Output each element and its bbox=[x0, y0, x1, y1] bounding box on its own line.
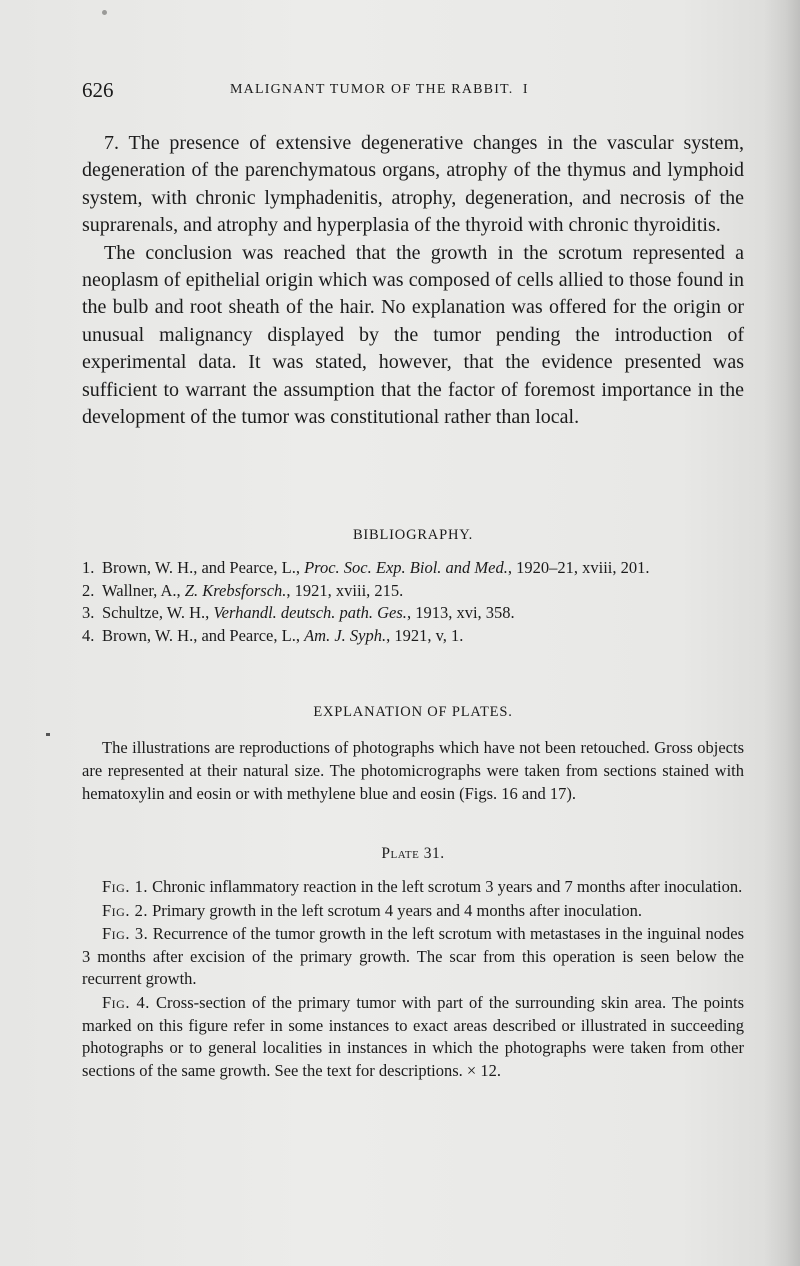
entry-details: , 1913, xvi, 358. bbox=[406, 603, 515, 622]
bibliography-entry bbox=[82, 625, 744, 648]
figure-captions bbox=[82, 876, 744, 1083]
explanation-text: The illustrations are reproductions of photographs which have not been retouched. Gross objects are represented at their natural size. The photomicrographs were taken from sections stained with hematoxylin and eosin or with methylene blue and eosin (Figs. 16 and 17). bbox=[82, 738, 744, 803]
plate-heading: Plate 31. bbox=[381, 845, 445, 862]
entry-details: , 1920–21, xviii, 201. bbox=[507, 558, 650, 577]
paragraph-conclusion: The conclusion was reached that the growth in the scrotum represented a neoplasm of epithelial origin which was composed of cells allied to those found in the bulb and root sheath of the hair. No explanation was offered for the origin or unusual malignancy displayed by the tumor pending the introduction of experimental data. It was stated, however, that the evidence presented was sufficient to warrant the assumption that the factor of foremost importance in the development of the tumor was constitutional rather than local. bbox=[82, 241, 744, 429]
figure-label: Fig. 1. bbox=[102, 877, 148, 896]
figure-text: Primary growth in the left scrotum 4 years and 4 months after inoculation. bbox=[147, 900, 642, 920]
bibliography-entry bbox=[82, 602, 744, 625]
margin-mark bbox=[46, 733, 50, 736]
figure-caption bbox=[82, 900, 744, 923]
entry-details: , 1921, v, 1. bbox=[386, 625, 464, 645]
figure-text: Chronic inflammatory reaction in the left scrotum 3 years and 7 months after inoculation. bbox=[147, 877, 743, 896]
figure-label: Fig. 2. bbox=[102, 900, 148, 920]
entry-journal: Proc. Soc. Exp. Biol. and Med. bbox=[304, 558, 508, 577]
entry-journal: Verhandl. deutsch. path. Ges. bbox=[213, 603, 407, 622]
bibliography-heading: BIBLIOGRAPHY. bbox=[352, 527, 474, 543]
entry-authors: Brown, W. H., and Pearce, L., bbox=[102, 558, 305, 577]
figure-text: Recurrence of the tumor growth in the left scrotum with metastases in the inguinal nodes 3 months after excision of the primary growth. The scar from this operation is seen below the recurrent growth. bbox=[82, 924, 745, 989]
explanation-heading: EXPLANATION OF PLATES. bbox=[313, 704, 513, 720]
entry-authors: Wallner, A., bbox=[102, 580, 185, 600]
entry-journal: Am. J. Syph. bbox=[304, 625, 387, 645]
figure-label: Fig. 4. bbox=[102, 992, 150, 1012]
entry-number: 2. bbox=[82, 580, 95, 600]
paragraph-point-7: 7. The presence of extensive degenerative changes in the vascular system, degeneration of the parenchymatous organs, atrophy of the thymus and lymphoid system, with chronic lymphadenitis, atrophy, degeneration, and necrosis of the suprarenals, and atrophy and hyperplasia of the thyroid with chronic thyroiditis. bbox=[82, 132, 744, 237]
figure-text: Cross-section of the primary tumor with part of the surrounding skin area. The points marked on this figure refer in some instances to exact areas described or illustrated in succeeding photographs or to general localities in instances in which the photographs were taken from other sections of the same growth. See the text for descriptions. × 12. bbox=[82, 992, 744, 1080]
figure-caption bbox=[82, 923, 744, 991]
bibliography-list bbox=[82, 557, 744, 647]
running-title: MALIGNANT TUMOR OF THE RABBIT. I bbox=[230, 82, 529, 97]
figure-caption bbox=[82, 876, 744, 899]
entry-number: 4. bbox=[82, 625, 95, 645]
entry-authors: Brown, W. H., and Pearce, L., bbox=[102, 625, 305, 645]
body-text bbox=[82, 130, 744, 431]
entry-journal: Z. Krebsforsch. bbox=[184, 580, 287, 600]
figure-caption bbox=[82, 992, 744, 1082]
entry-authors: Schultze, W. H., bbox=[102, 603, 214, 622]
entry-number: 3. bbox=[82, 603, 95, 622]
figure-label: Fig. 3. bbox=[102, 924, 149, 944]
page-edge-shadow bbox=[764, 0, 800, 1266]
entry-number: 1. bbox=[82, 558, 95, 577]
entry-details: , 1921, xviii, 215. bbox=[286, 580, 404, 600]
running-head bbox=[82, 78, 742, 102]
bibliography-entry bbox=[82, 557, 744, 580]
bibliography-entry bbox=[82, 580, 744, 603]
page-number: 626 bbox=[82, 78, 114, 102]
paper-speck bbox=[102, 10, 107, 15]
